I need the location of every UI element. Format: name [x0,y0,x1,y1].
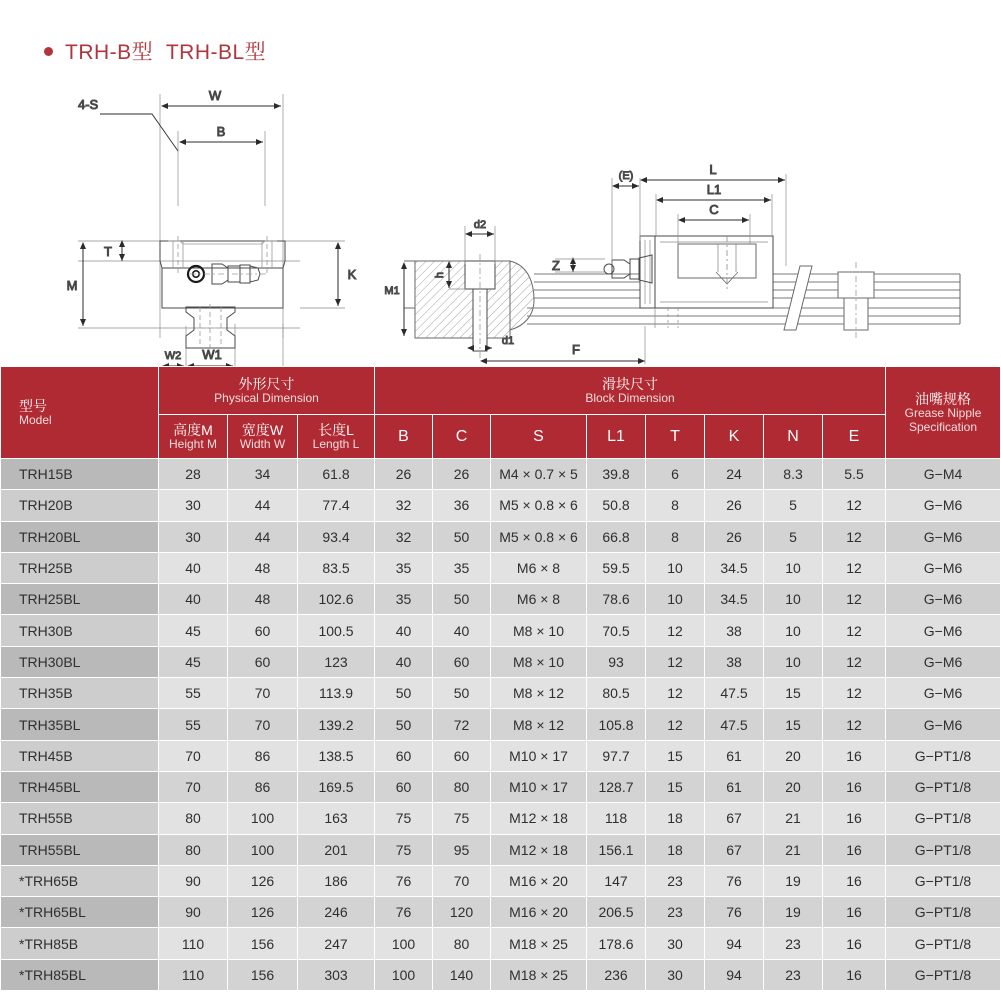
label-K: K [347,267,357,282]
cell-value: 16 [823,865,886,896]
cell-value: 8 [646,490,705,521]
cell-grease-nipple: G−PT1/8 [886,959,1001,990]
cell-value: 201 [298,834,375,865]
cell-value: 206.5 [587,897,646,928]
cell-value: 39.8 [587,459,646,490]
cell-value: 26 [705,490,764,521]
label-d2: d2 [473,219,487,231]
cell-model: TRH45B [1,740,159,771]
cell-value: 247 [298,928,375,959]
header-length-cn: 长度L [318,421,354,438]
cell-value: 156 [228,928,298,959]
cell-value: 26 [375,459,433,490]
cell-value: 16 [823,928,886,959]
cell-value: 23 [646,897,705,928]
cell-value: M10 × 17 [491,740,587,771]
cell-value: M6 × 8 [491,552,587,583]
cell-value: 40 [375,646,433,677]
cell-value: 18 [646,834,705,865]
cell-value: 48 [228,584,298,615]
cell-value: 140 [433,959,491,990]
table-row [1,490,1001,521]
cell-value: M8 × 10 [491,646,587,677]
cell-value: 60 [375,771,433,802]
header-l1: L1 [587,415,646,459]
table-row [1,678,1001,709]
cell-value: 12 [823,709,886,740]
cell-value: 30 [159,521,228,552]
cell-value: 61 [705,740,764,771]
cell-model: TRH25BL [1,584,159,615]
cell-model: TRH30BL [1,646,159,677]
table-row [1,865,1001,896]
cell-value: 10 [764,646,823,677]
cell-grease-nipple: G−M4 [886,459,1001,490]
table-body [1,459,1001,991]
header-width-cn: 宽度W [241,421,284,438]
cell-model: TRH15B [1,459,159,490]
cell-value: 70 [159,740,228,771]
cell-value: 10 [646,584,705,615]
cell-value: 80.5 [587,678,646,709]
cell-value: 16 [823,771,886,802]
cell-value: 138.5 [298,740,375,771]
cell-value: 12 [823,521,886,552]
cell-grease-nipple: G−PT1/8 [886,865,1001,896]
cell-value: 21 [764,803,823,834]
cell-model: *TRH65BL [1,897,159,928]
cell-value: M8 × 12 [491,678,587,709]
cell-value: 16 [823,740,886,771]
cell-value: 16 [823,834,886,865]
cell-value: 61 [705,771,764,802]
table-row [1,709,1001,740]
table-row [1,834,1001,865]
cell-grease-nipple: G−M6 [886,552,1001,583]
cell-value: 16 [823,959,886,990]
cell-value: 34 [228,459,298,490]
cell-value: 80 [433,771,491,802]
cell-value: 156 [228,959,298,990]
cell-value: 16 [823,803,886,834]
header-height-en: Height M [168,436,218,451]
label-4S: 4-S [78,97,99,112]
cell-model: TRH45BL [1,771,159,802]
cell-value: 12 [823,490,886,521]
cell-value: 60 [433,740,491,771]
cell-value: 15 [764,678,823,709]
cell-value: 75 [375,803,433,834]
cell-value: 105.8 [587,709,646,740]
cell-value: 156.1 [587,834,646,865]
cell-value: 12 [646,709,705,740]
label-B: B [216,124,226,139]
cell-value: M8 × 12 [491,709,587,740]
cell-value: 19 [764,865,823,896]
cell-value: 20 [764,740,823,771]
header-block-cn: 滑块尺寸 [602,375,659,392]
cell-model: *TRH65B [1,865,159,896]
cell-value: 26 [433,459,491,490]
cell-value: 60 [433,646,491,677]
label-W: W [208,88,222,103]
cell-value: 70.5 [587,615,646,646]
cell-value: 40 [433,615,491,646]
header-t: T [646,415,705,459]
header-model-cn: 型号 [19,397,47,414]
cell-value: M10 × 17 [491,771,587,802]
cell-value: 12 [646,615,705,646]
label-W2: W2 [164,350,182,362]
table-row [1,552,1001,583]
cell-value: 30 [646,928,705,959]
cell-value: 44 [228,521,298,552]
cell-value: 66.8 [587,521,646,552]
label-M1: M1 [384,285,400,297]
table-row [1,646,1001,677]
cell-model: *TRH85B [1,928,159,959]
cell-value: 126 [228,865,298,896]
cell-value: 70 [159,771,228,802]
header-group-grease [886,367,1001,459]
cell-value: 70 [433,865,491,896]
header-k: K [705,415,764,459]
cell-value: 60 [375,740,433,771]
header-length-en: Length L [312,436,360,451]
cell-value: 44 [228,490,298,521]
table-header [1,367,1001,459]
cell-value: M18 × 25 [491,959,587,990]
label-L: L [709,162,717,177]
cell-model: TRH25B [1,552,159,583]
cell-value: 50 [433,678,491,709]
header-model [1,367,159,459]
header-width-en: Width W [239,436,286,451]
cell-value: 100 [375,928,433,959]
cell-value: 60 [228,646,298,677]
cell-value: 75 [433,803,491,834]
cell-value: 32 [375,490,433,521]
cell-value: 90 [159,865,228,896]
cell-value: 110 [159,928,228,959]
cell-value: 169.5 [298,771,375,802]
cell-value: 10 [764,552,823,583]
cell-value: 100 [375,959,433,990]
cell-value: M4 × 0.7 × 5 [491,459,587,490]
cell-value: 78.6 [587,584,646,615]
cell-value: 5 [764,521,823,552]
header-block-en: Block Dimension [585,390,675,405]
cell-model: TRH55B [1,803,159,834]
bullet-dot-icon [44,47,53,56]
cell-value: 95 [433,834,491,865]
cell-value: M16 × 20 [491,865,587,896]
cell-value: 36 [433,490,491,521]
label-L1: L1 [706,182,722,197]
cell-value: 10 [764,584,823,615]
cell-value: 24 [705,459,764,490]
header-height-m [159,415,228,459]
cell-value: 40 [159,584,228,615]
cell-value: 75 [375,834,433,865]
header-b: B [375,415,433,459]
cell-value: 23 [764,959,823,990]
header-height-cn: 高度M [173,421,213,438]
cell-value: 80 [433,928,491,959]
cell-value: 100.5 [298,615,375,646]
cell-model: TRH20BL [1,521,159,552]
cell-model: TRH55BL [1,834,159,865]
cell-model: *TRH85BL [1,959,159,990]
cell-value: 16 [823,897,886,928]
header-c: C [433,415,491,459]
drawing-svg [0,76,1000,362]
cell-value: 110 [159,959,228,990]
label-Z: Z [552,258,560,273]
cell-value: 30 [159,490,228,521]
cell-value: M12 × 18 [491,834,587,865]
cell-value: 20 [764,771,823,802]
label-d1: d1 [501,335,515,347]
cell-grease-nipple: G−M6 [886,490,1001,521]
table-row [1,959,1001,990]
cell-value: 35 [375,552,433,583]
cell-value: 12 [823,678,886,709]
cell-value: 186 [298,865,375,896]
table-row [1,771,1001,802]
cell-value: 76 [705,865,764,896]
header-model-en: Model [19,412,52,427]
cell-value: 38 [705,646,764,677]
cell-grease-nipple: G−PT1/8 [886,897,1001,928]
cell-value: 59.5 [587,552,646,583]
cell-value: 10 [646,552,705,583]
table-row [1,584,1001,615]
header-group-row [1,367,1001,415]
cell-value: 100 [228,803,298,834]
table-row [1,897,1001,928]
cell-value: 19 [764,897,823,928]
label-W1: W1 [202,347,222,362]
header-grease-cn: 油嘴规格 [915,390,972,407]
cell-value: 45 [159,646,228,677]
cell-value: 47.5 [705,709,764,740]
cell-value: 126 [228,897,298,928]
side-view-drawing [384,162,960,364]
header-group-block [375,367,886,415]
header-grease-en: Grease Nipple Specification [904,405,982,434]
cell-value: 76 [705,897,764,928]
cell-value: 5.5 [823,459,886,490]
cell-value: 8.3 [764,459,823,490]
cell-value: 5 [764,490,823,521]
cell-value: 34.5 [705,584,764,615]
cell-value: 93 [587,646,646,677]
label-h: h [434,271,446,279]
table-row [1,740,1001,771]
header-physical-en: Physical Dimension [214,390,319,405]
cell-value: 50 [375,678,433,709]
cell-value: 77.4 [298,490,375,521]
header-group-physical [159,367,375,415]
header-width-w [228,415,298,459]
cell-value: 113.9 [298,678,375,709]
front-view-drawing [67,88,357,371]
specification-table [0,366,1001,991]
cell-value: 35 [433,552,491,583]
cell-value: M6 × 8 [491,584,587,615]
label-E: (E) [618,170,634,182]
cell-value: 94 [705,959,764,990]
cell-value: 15 [646,771,705,802]
cell-value: 40 [375,615,433,646]
label-C: C [709,202,719,217]
cell-value: M5 × 0.8 × 6 [491,521,587,552]
page-title [44,36,266,66]
cell-value: 70 [228,678,298,709]
cell-value: 72 [433,709,491,740]
cell-value: 15 [646,740,705,771]
header-e: E [823,415,886,459]
cell-value: 10 [764,615,823,646]
cell-model: TRH35BL [1,709,159,740]
cell-value: 21 [764,834,823,865]
cell-value: 50 [433,521,491,552]
cell-value: 34.5 [705,552,764,583]
cell-value: 12 [823,584,886,615]
cell-value: 80 [159,834,228,865]
cell-value: 50.8 [587,490,646,521]
header-s: S [491,415,587,459]
cell-grease-nipple: G−M6 [886,678,1001,709]
cell-grease-nipple: G−PT1/8 [886,740,1001,771]
cell-value: 80 [159,803,228,834]
cell-value: 15 [764,709,823,740]
cell-value: 50 [433,584,491,615]
header-n: N [764,415,823,459]
cell-value: 67 [705,803,764,834]
cell-value: 23 [646,865,705,896]
cell-value: 67 [705,834,764,865]
cell-value: 12 [646,678,705,709]
cell-value: 123 [298,646,375,677]
cell-value: 128.7 [587,771,646,802]
cell-value: 30 [646,959,705,990]
cell-value: 97.7 [587,740,646,771]
table-row [1,615,1001,646]
cell-grease-nipple: G−PT1/8 [886,928,1001,959]
table-row [1,928,1001,959]
cell-value: 23 [764,928,823,959]
cell-value: 83.5 [298,552,375,583]
header-length-l [298,415,375,459]
cell-value: 55 [159,709,228,740]
cell-value: 93.4 [298,521,375,552]
cell-value: 12 [823,552,886,583]
cell-value: 12 [646,646,705,677]
cell-value: 139.2 [298,709,375,740]
cell-value: 35 [375,584,433,615]
label-M: M [66,278,78,293]
cell-value: 147 [587,865,646,896]
cell-value: 12 [823,615,886,646]
grease-nipple-detail [188,264,268,284]
cell-value: 28 [159,459,228,490]
cell-value: M5 × 0.8 × 6 [491,490,587,521]
cell-grease-nipple: G−PT1/8 [886,834,1001,865]
technical-drawing-area [0,76,1000,362]
cell-value: 60 [228,615,298,646]
table-row [1,521,1001,552]
cell-model: TRH20B [1,490,159,521]
cell-value: M16 × 20 [491,897,587,928]
cell-value: 40 [159,552,228,583]
cell-value: 50 [375,709,433,740]
cell-value: M18 × 25 [491,928,587,959]
cell-value: 47.5 [705,678,764,709]
cell-value: 90 [159,897,228,928]
cell-value: 61.8 [298,459,375,490]
cell-grease-nipple: G−M6 [886,521,1001,552]
cell-value: 178.6 [587,928,646,959]
cell-value: 70 [228,709,298,740]
cell-grease-nipple: G−M6 [886,709,1001,740]
cell-value: 118 [587,803,646,834]
cell-value: 45 [159,615,228,646]
cell-value: 246 [298,897,375,928]
cell-grease-nipple: G−M6 [886,615,1001,646]
cell-value: M8 × 10 [491,615,587,646]
cell-grease-nipple: G−PT1/8 [886,771,1001,802]
cell-value: 86 [228,740,298,771]
cell-grease-nipple: G−PT1/8 [886,803,1001,834]
cell-value: 38 [705,615,764,646]
page-title-text: TRH-B型 TRH-BL型 [65,41,267,64]
cell-value: 8 [646,521,705,552]
cell-value: 76 [375,897,433,928]
cell-value: 6 [646,459,705,490]
table-row [1,803,1001,834]
cell-value: 163 [298,803,375,834]
header-physical-cn: 外形尺寸 [238,375,295,392]
label-F: F [572,342,580,357]
cell-value: 86 [228,771,298,802]
cell-value: 102.6 [298,584,375,615]
cell-value: 26 [705,521,764,552]
cell-value: 120 [433,897,491,928]
cell-value: 100 [228,834,298,865]
cell-value: 94 [705,928,764,959]
table-row [1,459,1001,490]
cell-value: 48 [228,552,298,583]
cell-value: 303 [298,959,375,990]
cell-value: 32 [375,521,433,552]
label-T: T [104,244,112,259]
cell-model: TRH30B [1,615,159,646]
cell-value: 236 [587,959,646,990]
cell-value: 12 [823,646,886,677]
cell-value: M12 × 18 [491,803,587,834]
cell-model: TRH35B [1,678,159,709]
cell-value: 18 [646,803,705,834]
cell-value: 55 [159,678,228,709]
cell-grease-nipple: G−M6 [886,646,1001,677]
cell-value: 76 [375,865,433,896]
cell-grease-nipple: G−M6 [886,584,1001,615]
